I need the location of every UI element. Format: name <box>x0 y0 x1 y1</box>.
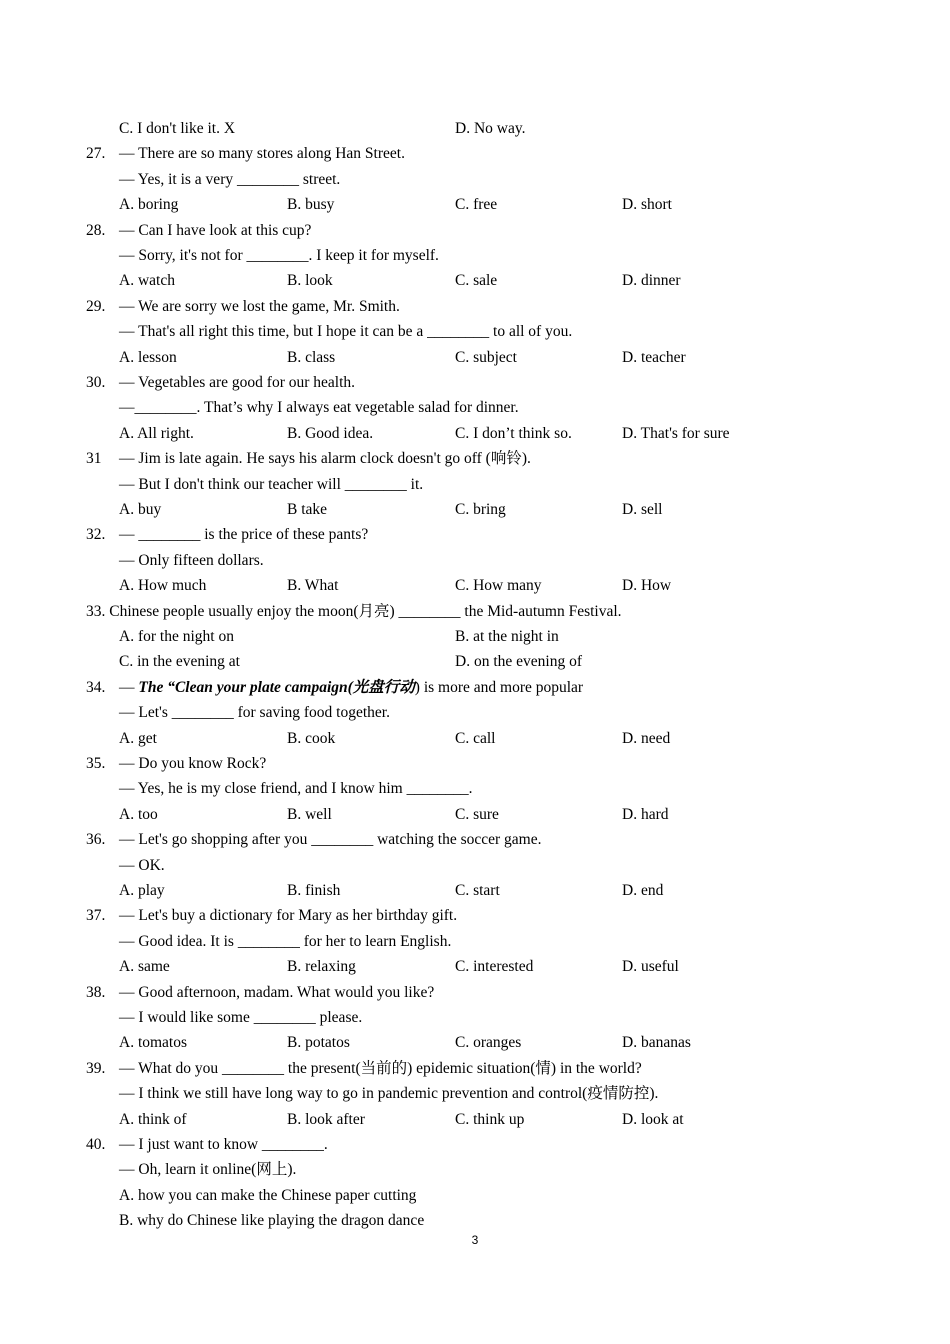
option: B. at the night in <box>455 628 559 645</box>
question-text: — Let's buy a dictionary for Mary as her birthday gift. <box>119 907 458 925</box>
question-text: — But I don't think our teacher will ________ it. <box>119 475 424 493</box>
question-text: — Let's go shopping after you ________ watching the soccer game. <box>119 831 542 849</box>
option: D. on the evening of <box>455 653 582 671</box>
option: A. tomatos <box>119 1034 188 1052</box>
option: D. No way. <box>455 120 526 137</box>
option: A. buy <box>119 501 162 518</box>
question-text: — Good afternoon, madam. What would you like? <box>119 983 435 1001</box>
option: D. How <box>622 577 672 595</box>
question-text: A. how you can make the Chinese paper cutting <box>119 1186 417 1204</box>
question-text: — Yes, it is a very ________ street. <box>119 170 341 188</box>
question-text: — Yes, he is my close friend, and I know him ________. <box>119 780 473 798</box>
option: C. How many <box>455 577 542 595</box>
question-number: 35. <box>86 755 106 772</box>
question-text: — Sorry, it's not for ________. I keep it for myself. <box>119 247 439 264</box>
question-number: 30. <box>86 374 106 391</box>
question-text: — I would like some ________ please. <box>119 1009 363 1026</box>
question-number: 39. <box>86 1059 106 1077</box>
option: B. relaxing <box>287 958 356 976</box>
question-text: —________. That’s why I always eat vegetable salad for dinner. <box>119 399 519 417</box>
option: A. All right. <box>119 424 194 442</box>
question-text: 33. Chinese people usually enjoy the moon(月亮) ________ the Mid-autumn Festival. <box>86 602 622 620</box>
campaign-title: The “Clean your plate campaign(光盘行动 <box>138 678 415 696</box>
question-number: 32. <box>86 526 106 544</box>
option: A. lesson <box>119 348 177 366</box>
question-text: — Oh, learn it online(网上). <box>119 1161 297 1179</box>
question-text-tail: ) is more and more popular <box>414 678 584 696</box>
option: C. sure <box>455 805 499 823</box>
option: C. call <box>455 729 496 747</box>
option: C. I don’t think so. <box>455 424 572 442</box>
question-number: 36. <box>86 831 106 849</box>
option: A. play <box>119 882 165 899</box>
option: B. Good idea. <box>287 424 374 442</box>
option: C. start <box>455 882 500 899</box>
question-text: — I just want to know ________. <box>119 1136 328 1153</box>
question-number: 38. <box>86 983 106 1001</box>
option: A. watch <box>119 272 175 290</box>
page-number: 3 <box>471 1233 479 1247</box>
question-number: 34. <box>86 678 106 696</box>
option: D. need <box>622 729 671 747</box>
option: A. think of <box>119 1110 187 1128</box>
question-text: — I think we still have long way to go in pandemic prevention and control(疫情防控). <box>119 1085 659 1103</box>
option: A. How much <box>119 577 207 595</box>
question-text: — Can I have look at this cup? <box>119 221 312 239</box>
question-text: — Jim is late again. He says his alarm clock doesn't go off (响铃). <box>119 450 531 468</box>
option: D. hard <box>622 805 669 823</box>
question-text: — What do you ________ the present(当前的) epidemic situation(情) in the world? <box>119 1059 642 1077</box>
option: D. short <box>622 196 672 214</box>
option: D. sell <box>622 501 663 518</box>
option: A. same <box>119 958 170 976</box>
option: D. end <box>622 882 664 899</box>
option: D. teacher <box>622 348 686 366</box>
option: B. cook <box>287 729 336 747</box>
dash: — <box>119 678 139 696</box>
option: C. bring <box>455 501 506 518</box>
option: D. That's for sure <box>622 424 730 442</box>
option: C. free <box>455 196 498 214</box>
option: C. sale <box>455 272 498 290</box>
question-text: — There are so many stores along Han Street. <box>119 145 405 163</box>
option: B. potatos <box>287 1034 350 1052</box>
question-text: — ________ is the price of these pants? <box>119 526 369 544</box>
question-number: 28. <box>86 221 106 239</box>
option: B. well <box>287 805 332 823</box>
option: B. busy <box>287 196 335 214</box>
option: A. get <box>119 729 157 747</box>
option: B. look after <box>287 1110 365 1128</box>
option: B. What <box>287 577 339 595</box>
option: D. bananas <box>622 1034 691 1052</box>
question-number: 31 <box>86 450 102 468</box>
option: A. for the night on <box>119 628 234 645</box>
question-text: — Do you know Rock? <box>119 755 267 772</box>
option: B. finish <box>287 882 341 899</box>
option: C. interested <box>455 958 534 976</box>
question-text <box>119 678 583 698</box>
option: A. too <box>119 805 158 823</box>
option: C. subject <box>455 348 517 366</box>
question-text: B. why do Chinese like playing the dragon dance <box>119 1212 425 1230</box>
question-text: — Good idea. It is ________ for her to learn English. <box>119 932 452 950</box>
option: D. dinner <box>622 272 681 290</box>
option: C. in the evening at <box>119 653 240 671</box>
option: B. look <box>287 272 333 290</box>
question-text: — We are sorry we lost the game, Mr. Smith. <box>119 297 400 315</box>
question-text: — Only fifteen dollars. <box>119 551 264 569</box>
option: D. useful <box>622 958 679 976</box>
option: A. boring <box>119 196 179 214</box>
question-number: 40. <box>86 1136 106 1153</box>
question-number: 29. <box>86 297 106 315</box>
option: C. oranges <box>455 1034 522 1052</box>
question-text: — Vegetables are good for our health. <box>119 374 356 391</box>
option: B. class <box>287 348 336 366</box>
question-text: — That's all right this time, but I hope it can be a ________ to all of you. <box>119 323 573 341</box>
question-number: 37. <box>86 907 106 925</box>
option: C. think up <box>455 1110 525 1128</box>
question-text: — OK. <box>119 856 165 874</box>
question-number: 27. <box>86 145 106 163</box>
question-text: — Let's ________ for saving food together. <box>119 704 390 722</box>
option: B take <box>287 501 328 518</box>
option: D. look at <box>622 1110 684 1128</box>
option: C. I don't like it. X <box>119 120 236 137</box>
